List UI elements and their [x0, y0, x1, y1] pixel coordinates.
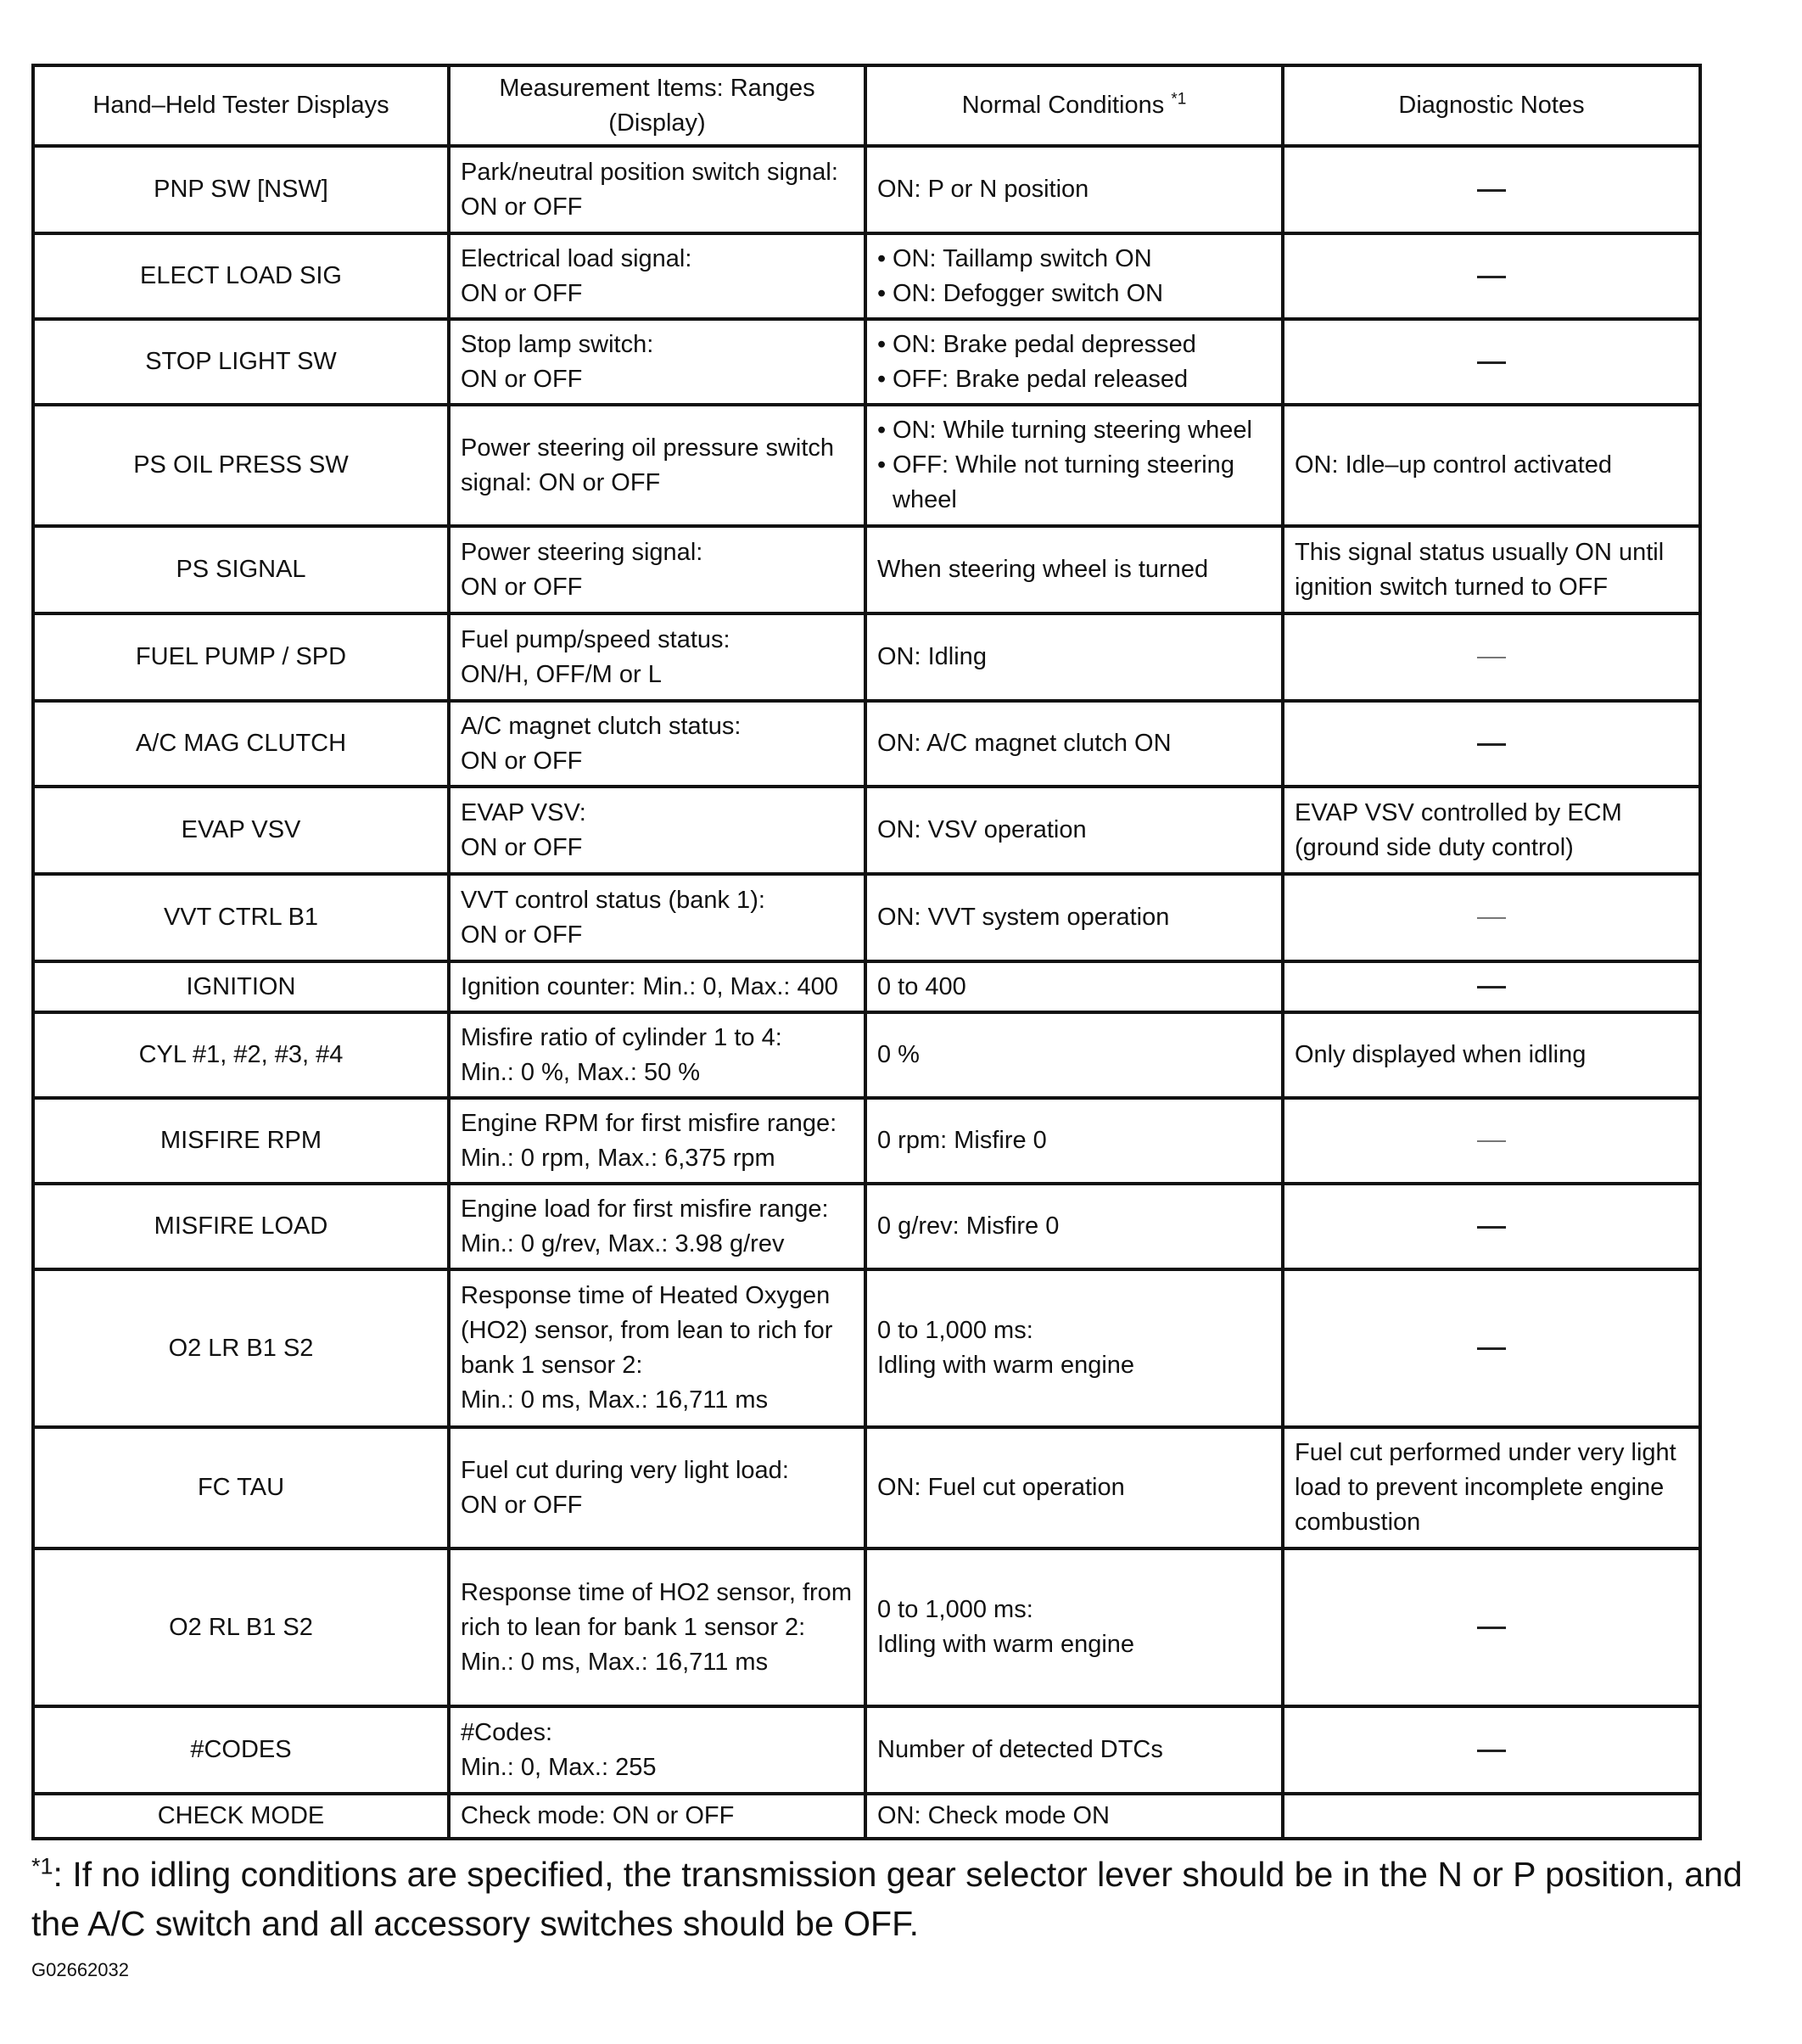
display-cell: MISFIRE RPM [33, 1098, 449, 1184]
condition-item: • OFF: Brake pedal released [877, 362, 1271, 397]
table-row [33, 701, 1700, 787]
normal-cell: 0 % [865, 1012, 1283, 1098]
header-display [33, 65, 449, 146]
measurement-range: ON/H, OFF/M or L [461, 660, 662, 688]
measurement-range: ON or OFF [461, 573, 583, 601]
normal-cell: ON: VVT system operation [865, 874, 1283, 961]
measurement-text: EVAP VSV: [461, 798, 586, 826]
notes-cell: ON: Idle–up control activated [1283, 405, 1700, 526]
display-cell: #CODES [33, 1706, 449, 1794]
measurement-cell [449, 146, 865, 233]
notes-cell: This signal status usually ON until ignition switch turned to OFF [1283, 526, 1700, 613]
measurement-text: Engine load for first misfire range: [461, 1195, 829, 1223]
measurement-text: Response time of HO2 sensor, from rich to lean for bank 1 sensor 2: [461, 1578, 852, 1641]
normal-cell [865, 405, 1283, 526]
diagnostic-data-table [31, 64, 1702, 1840]
dash-mark [1477, 986, 1506, 988]
display-cell: MISFIRE LOAD [33, 1184, 449, 1269]
footnote-mark: *1 [31, 1853, 53, 1879]
condition-item: • OFF: While not turning steering wheel [877, 448, 1271, 518]
measurement-range: ON or OFF [461, 1491, 583, 1519]
measurement-text: Power steering oil pressure switch [461, 434, 835, 462]
measurement-text: A/C magnet clutch status: [461, 712, 742, 740]
header-measurement-line2: (Display) [608, 109, 706, 137]
dash-mark [1477, 657, 1506, 658]
measurement-cell [449, 1098, 865, 1184]
normal-cell: ON: Fuel cut operation [865, 1427, 1283, 1548]
measurement-cell [449, 526, 865, 613]
notes-cell [1283, 1706, 1700, 1794]
measurement-range: Min.: 0 ms, Max.: 16,711 ms [461, 1386, 769, 1414]
measurement-cell [449, 1706, 865, 1794]
table-row [33, 787, 1700, 874]
normal-range: 0 to 1,000 ms: [877, 1596, 1033, 1623]
table-row [33, 961, 1700, 1012]
measurement-text: Response time of Heated Oxygen (HO2) sensor, from lean to rich for bank 1 sensor 2: [461, 1282, 833, 1379]
measurement-range: ON or OFF [461, 279, 583, 307]
display-cell: STOP LIGHT SW [33, 319, 449, 405]
header-measurement [449, 65, 865, 146]
display-cell: CHECK MODE [33, 1794, 449, 1839]
measurement-cell [449, 701, 865, 787]
measurement-text: Electrical load signal: [461, 244, 692, 272]
measurement-cell: Ignition counter: Min.: 0, Max.: 400 [449, 961, 865, 1012]
notes-cell [1283, 1548, 1700, 1706]
dash-mark [1477, 917, 1506, 919]
measurement-text: Stop lamp switch: [461, 330, 654, 358]
measurement-range: ON or OFF [461, 833, 583, 861]
measurement-text: Fuel cut during very light load: [461, 1456, 789, 1484]
notes-cell [1283, 319, 1700, 405]
normal-cell: 0 to 400 [865, 961, 1283, 1012]
table-row [33, 1706, 1700, 1794]
display-cell: VVT CTRL B1 [33, 874, 449, 961]
header-measurement-line1: Measurement Items: Ranges [499, 74, 815, 102]
measurement-range: ON or OFF [461, 193, 583, 221]
normal-cell: ON: Idling [865, 613, 1283, 701]
measurement-text: #Codes: [461, 1718, 553, 1746]
dash-mark [1477, 1140, 1506, 1142]
table-row [33, 1098, 1700, 1184]
normal-cell [865, 319, 1283, 405]
notes-cell [1283, 701, 1700, 787]
table-row [33, 613, 1700, 701]
dash-mark [1477, 361, 1506, 364]
measurement-range: signal: ON or OFF [461, 468, 661, 496]
table-row [33, 405, 1700, 526]
notes-cell [1283, 233, 1700, 319]
measurement-cell: Check mode: ON or OFF [449, 1794, 865, 1839]
normal-condition: Idling with warm engine [877, 1631, 1135, 1658]
condition-item: • ON: While turning steering wheel [877, 413, 1271, 448]
measurement-text: VVT control status (bank 1): [461, 886, 765, 914]
table-row [33, 1184, 1700, 1269]
normal-cell [865, 1269, 1283, 1427]
notes-cell [1283, 1794, 1700, 1839]
measurement-cell [449, 1548, 865, 1706]
notes-cell [1283, 1269, 1700, 1427]
table-row [33, 526, 1700, 613]
measurement-range: Min.: 0 g/rev, Max.: 3.98 g/rev [461, 1229, 785, 1257]
measurement-cell [449, 1184, 865, 1269]
table-row [33, 233, 1700, 319]
measurement-cell [449, 1427, 865, 1548]
normal-cell [865, 233, 1283, 319]
display-cell: O2 LR B1 S2 [33, 1269, 449, 1427]
condition-item: • ON: Taillamp switch ON [877, 242, 1271, 277]
measurement-cell [449, 233, 865, 319]
normal-cell: 0 g/rev: Misfire 0 [865, 1184, 1283, 1269]
display-cell: A/C MAG CLUTCH [33, 701, 449, 787]
display-cell: PS OIL PRESS SW [33, 405, 449, 526]
header-notes-label: Diagnostic Notes [1398, 92, 1585, 119]
display-cell: IGNITION [33, 961, 449, 1012]
table-row [33, 1427, 1700, 1548]
footnote [31, 1850, 1788, 1948]
notes-cell: Fuel cut performed under very light load to prevent incomplete engine combustion [1283, 1427, 1700, 1548]
notes-cell [1283, 1184, 1700, 1269]
dash-mark [1477, 1750, 1506, 1752]
display-cell: PS SIGNAL [33, 526, 449, 613]
normal-cell: ON: Check mode ON [865, 1794, 1283, 1839]
condition-list [877, 328, 1271, 397]
measurement-range: ON or OFF [461, 365, 583, 393]
table-row [33, 146, 1700, 233]
display-cell: FUEL PUMP / SPD [33, 613, 449, 701]
measurement-range: Min.: 0 %, Max.: 50 % [461, 1058, 701, 1086]
measurement-text: Engine RPM for first misfire range: [461, 1109, 837, 1137]
table-row [33, 1548, 1700, 1706]
measurement-cell [449, 405, 865, 526]
table-row [33, 319, 1700, 405]
dash-mark [1477, 1226, 1506, 1229]
dash-mark [1477, 743, 1506, 746]
display-cell: PNP SW [NSW] [33, 146, 449, 233]
measurement-range: Min.: 0, Max.: 255 [461, 1753, 657, 1781]
measurement-range: ON or OFF [461, 921, 583, 949]
dash-mark [1477, 1627, 1506, 1629]
figure-id: G02662032 [31, 1959, 129, 1980]
display-cell: EVAP VSV [33, 787, 449, 874]
normal-cell: ON: A/C magnet clutch ON [865, 701, 1283, 787]
measurement-cell [449, 874, 865, 961]
measurement-text: Fuel pump/speed status: [461, 625, 730, 653]
table-header-row [33, 65, 1700, 146]
header-normal-label: Normal Conditions [961, 92, 1165, 119]
display-cell: O2 RL B1 S2 [33, 1548, 449, 1706]
header-notes [1283, 65, 1700, 146]
notes-cell [1283, 613, 1700, 701]
display-cell: ELECT LOAD SIG [33, 233, 449, 319]
normal-cell: Number of detected DTCs [865, 1706, 1283, 1794]
measurement-cell [449, 1269, 865, 1427]
notes-cell: Only displayed when idling [1283, 1012, 1700, 1098]
normal-range: 0 to 1,000 ms: [877, 1317, 1033, 1344]
normal-cell: 0 rpm: Misfire 0 [865, 1098, 1283, 1184]
measurement-cell [449, 787, 865, 874]
notes-cell [1283, 146, 1700, 233]
measurement-text: Misfire ratio of cylinder 1 to 4: [461, 1023, 782, 1051]
header-normal [865, 65, 1283, 146]
condition-item: • ON: Brake pedal depressed [877, 328, 1271, 362]
normal-cell [865, 1548, 1283, 1706]
header-normal-footnote-mark: *1 [1171, 90, 1187, 109]
dash-mark [1477, 276, 1506, 278]
normal-cell: When steering wheel is turned [865, 526, 1283, 613]
table-row [33, 1012, 1700, 1098]
footnote-text: : If no idling conditions are specified, the transmission gear selector lever should be in the N or P position, and the A/C switch and all accessory switches should be OFF. [31, 1855, 1743, 1943]
measurement-cell [449, 319, 865, 405]
measurement-range: ON or OFF [461, 747, 583, 775]
notes-cell [1283, 1098, 1700, 1184]
normal-cell: ON: P or N position [865, 146, 1283, 233]
normal-condition: Idling with warm engine [877, 1352, 1135, 1379]
condition-item: • ON: Defogger switch ON [877, 277, 1271, 311]
measurement-range: Min.: 0 rpm, Max.: 6,375 rpm [461, 1144, 775, 1172]
condition-list [877, 413, 1271, 518]
normal-cell: ON: VSV operation [865, 787, 1283, 874]
measurement-cell [449, 613, 865, 701]
measurement-text: Power steering signal: [461, 538, 703, 566]
notes-cell: EVAP VSV controlled by ECM (ground side duty control) [1283, 787, 1700, 874]
dash-mark [1477, 189, 1506, 192]
notes-cell [1283, 961, 1700, 1012]
notes-cell [1283, 874, 1700, 961]
table-row [33, 1269, 1700, 1427]
measurement-text: Park/neutral position switch signal: [461, 158, 838, 186]
measurement-cell [449, 1012, 865, 1098]
table-row [33, 1794, 1700, 1839]
header-display-label: Hand–Held Tester Displays [92, 92, 389, 119]
measurement-range: Min.: 0 ms, Max.: 16,711 ms [461, 1648, 769, 1676]
table-row [33, 874, 1700, 961]
display-cell: CYL #1, #2, #3, #4 [33, 1012, 449, 1098]
display-cell: FC TAU [33, 1427, 449, 1548]
dash-mark [1477, 1347, 1506, 1350]
condition-list [877, 242, 1271, 311]
